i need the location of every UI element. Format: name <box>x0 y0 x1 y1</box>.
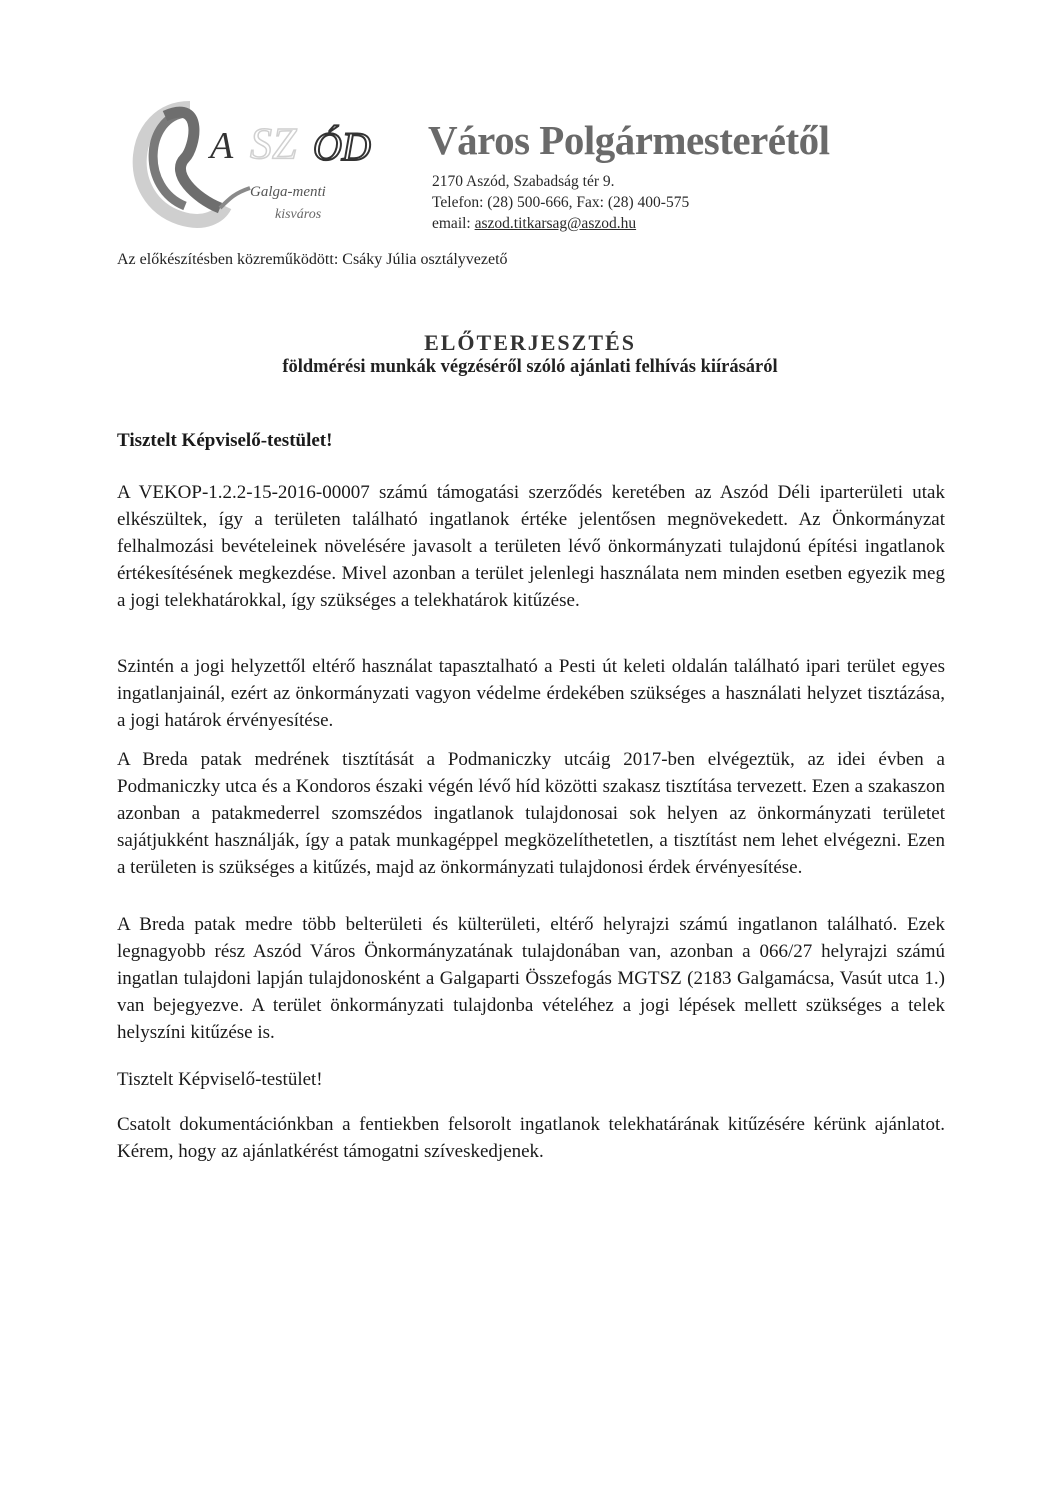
svg-text:Galga-menti: Galga-menti <box>250 184 326 200</box>
email-line <box>432 213 689 234</box>
letterhead-title: Város Polgármesterétől <box>428 117 830 163</box>
document-title: ELŐTERJESZTÉS <box>424 330 636 355</box>
closing-salutation: Tisztelt Képviselő-testület! <box>117 1069 323 1090</box>
phone-fax: Telefon: (28) 500-666, Fax: (28) 400-575 <box>432 194 690 211</box>
paragraph: A VEKOP-1.2.2-15-2016-00007 számú támogatási szerződés keretében az Aszód Déli iparterületi utak elkészültek, így a területen található ingatlanok értéke jelentősen megnövekedett. Az Önkormányzat felhalmozási bevételeinek növelésére javasolt a területen lévő önkormányzati tulajdonú építési ingatlanok értékesítésének megkezdése. Mivel azonban a terület jelenlegi használata nem minden esetben egyezik meg a jogi telekhatárokkal, így szükséges a telekhatárok kitűzése. <box>117 482 945 611</box>
svg-text:SZ: SZ <box>250 119 297 168</box>
prepared-by: Az előkészítésben közreműködött: Csáky Júlia osztályvezető <box>117 251 508 268</box>
email-label: email: <box>432 215 471 232</box>
svg-text:ÓD: ÓD <box>313 124 371 169</box>
document-subtitle: földmérési munkák végzéséről szóló ajánlati felhívás kiírásáról <box>282 357 778 377</box>
aszod-logo-icon <box>110 88 410 238</box>
salutation: Tisztelt Képviselő-testület! <box>117 430 333 451</box>
svg-text:kisváros: kisváros <box>275 207 322 222</box>
address: 2170 Aszód, Szabadság tér 9. <box>432 173 615 190</box>
svg-text:A: A <box>210 125 234 167</box>
closing-paragraph: Csatolt dokumentációnkban a fentiekben felsorolt ingatlanok telekhatárának kitűzésére kérünk ajánlatot. Kérem, hogy az ajánlatkérést támogatni szíveskedjenek. <box>117 1114 945 1162</box>
city-logo <box>110 88 410 238</box>
paragraph: A Breda patak medrének tisztítását a Podmaniczky utcáig 2017-ben elvégeztük, az idei évben a Podmaniczky utca és a Kondoros északi végén lévő híd közötti szakasz tisztítása tervezett. Ezen a szakaszon azonban a patakmederrel szomszédos ingatlanok tulajdonosai sok helyen az önkormányzati területet sajátjukként használják, így a patak munkagéppel megközelíthetetlen, a tisztítást nem lehet elvégezni. Ezen a területen is szükséges a kitűzés, majd az önkormányzati tulajdonosi érdek érvényesítése. <box>117 749 945 878</box>
paragraph: Szintén a jogi helyzettől eltérő használat tapasztalható a Pesti út keleti oldalán található ipari terület egyes ingatlanjainál, ezért az önkormányzati vagyon védelme érdekében szükséges a használati helyzet tisztázása, a jogi határok érvényesítése. <box>117 656 945 731</box>
letterhead-contact <box>432 171 689 234</box>
email-link[interactable]: aszod.titkarsag@aszod.hu <box>474 215 637 232</box>
paragraph: A Breda patak medre több belterületi és külterületi, eltérő helyrajzi számú ingatlanon található. Ezek legnagyobb rész Aszód Város Önkormányzatának tulajdonában van, azonban a 066/27 helyrajzi számú ingatlan tulajdoni lapján tulajdonosként a Galgaparti Összefogás MGTSZ (2183 Galgamácsa, Vasút utca 1.) van bejegyezve. A terület önkormányzati tulajdonba vételéhez a jogi lépések mellett szükséges a telek helyszíni kitűzése is. <box>117 914 945 1043</box>
